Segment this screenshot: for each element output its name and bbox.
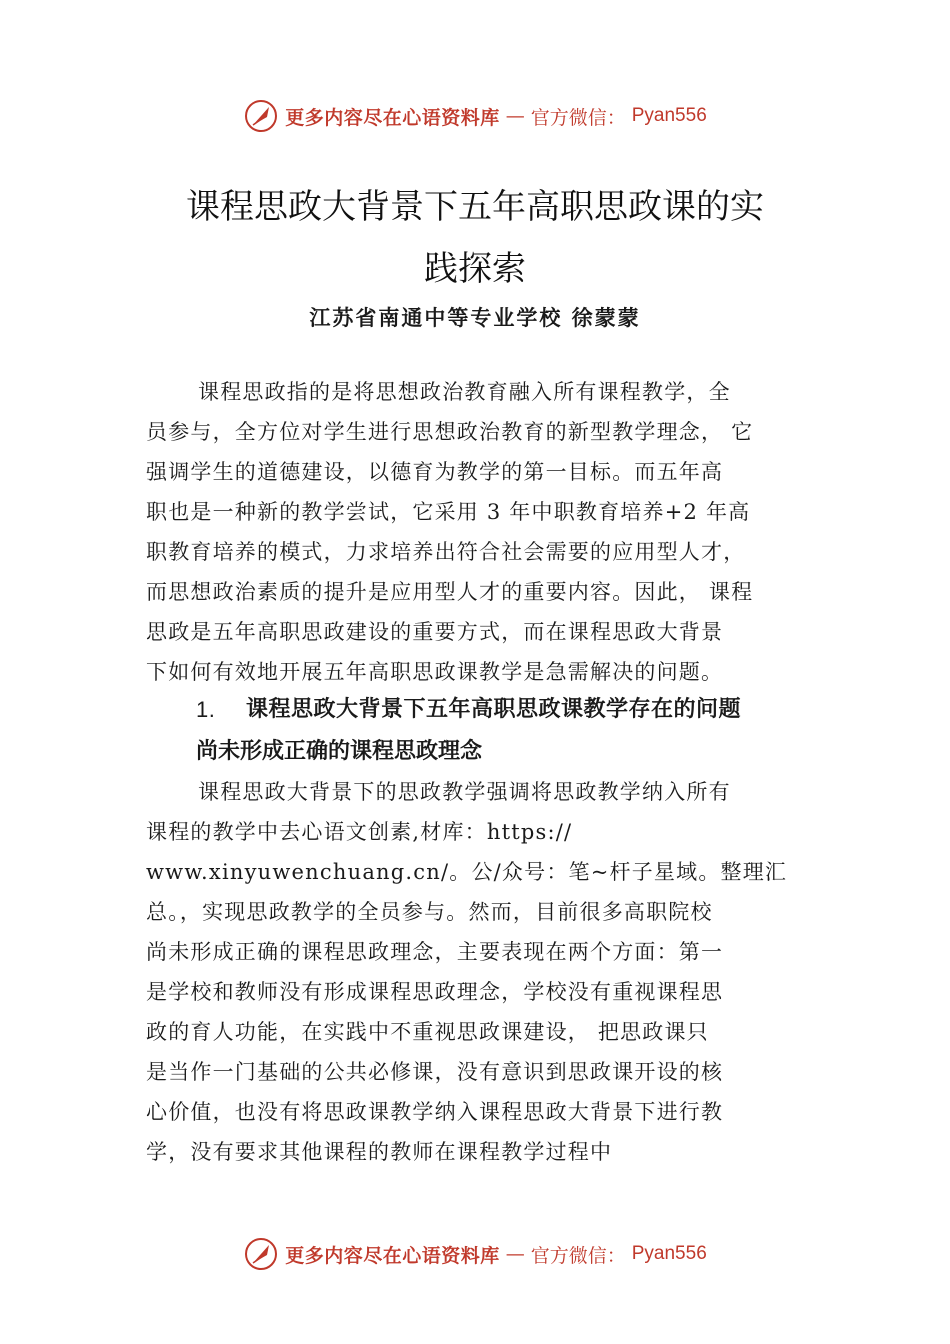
paragraph-section1 [146,772,822,1172]
banner-wechat-label: 官方微信： [530,1244,626,1267]
banner-dash: — [505,1243,525,1265]
paragraph-line: 思政是五年高职思政建设的重要方式，而在课程思政大背景 [146,620,724,644]
paragraph-line: 而思想政治素质的提升是应用型人才的重要内容。因此， 课程 [146,580,754,604]
banner-wechat-label: 官方微信： [530,106,626,129]
paragraph-line: 下如何有效地开展五年高职思政课教学是急需解决的问题。 [146,660,724,684]
paragraph-line: 职教育培养的模式，力求培养出符合社会需要的应用型人才， [146,540,746,564]
paragraph-line: 尚未形成正确的课程思政理念，主要表现在两个方面：第一 [146,940,724,964]
paragraph-line: 课程思政指的是将思想政治教育融入所有课程教学，全 [198,380,731,404]
banner-wechat-id: Pyan556 [631,105,707,126]
paragraph-intro [146,372,822,692]
paragraph-line: 政的育人功能，在实践中不重视思政课建设， 把思政课只 [146,1020,709,1044]
footer-banner [0,1234,950,1274]
paragraph-line: 课程思政大背景下的思政教学强调将思政教学纳入所有 [198,780,731,804]
banner-dash: — [505,105,525,127]
section-title: 课程思政大背景下五年高职思政课教学存在的问题 [246,697,742,722]
paragraph-line: 强调学生的道德建设，以德育为教学的第一目标。而五年高 [146,460,724,484]
section-subheading: 尚未形成正确的课程思政理念 [196,739,483,764]
paragraph-line: 员参与，全方位对学生进行思想政治教育的新型教学理念， 它 [146,420,754,444]
section-number: 1. [196,697,216,722]
title-line-1: 课程思政大背景下五年高职思政课的实 [186,187,764,227]
document-title [120,176,830,300]
title-line-2: 践探索 [424,249,526,289]
paragraph-line: www.xinyuwenchuang.cn/。公/众号：笔~杆子星域。整理汇 [146,860,788,884]
paragraph-line: 职也是一种新的教学尝试，它采用 3 年中职教育培养+2 年高 [146,500,751,524]
author-line: 江苏省南通中等专业学校 徐蒙蒙 [309,305,641,330]
feather-pen-logo-icon [243,98,279,134]
banner-main-text: 更多内容尽在心语资料库 [285,1244,500,1267]
header-banner [0,96,950,136]
paragraph-line: 总。，实现思政教学的全员参与。然而，目前很多高职院校 [146,900,713,924]
paragraph-line: 是学校和教师没有形成课程思政理念，学校没有重视课程思 [146,980,724,1004]
section-heading [196,690,836,730]
paragraph-line: 心价值，也没有将思政课教学纳入课程思政大背景下进行教 [146,1100,724,1124]
paragraph-line: 课程的教学中去心语文创素,材库：https:// [146,820,573,844]
paragraph-line: 学，没有要求其他课程的教师在课程教学过程中 [146,1140,613,1164]
paragraph-line: 是当作一门基础的公共必修课，没有意识到思政课开设的核 [146,1060,724,1084]
banner-main-text: 更多内容尽在心语资料库 [285,106,500,129]
banner-wechat-id: Pyan556 [631,1243,707,1264]
feather-pen-logo-icon [243,1236,279,1272]
